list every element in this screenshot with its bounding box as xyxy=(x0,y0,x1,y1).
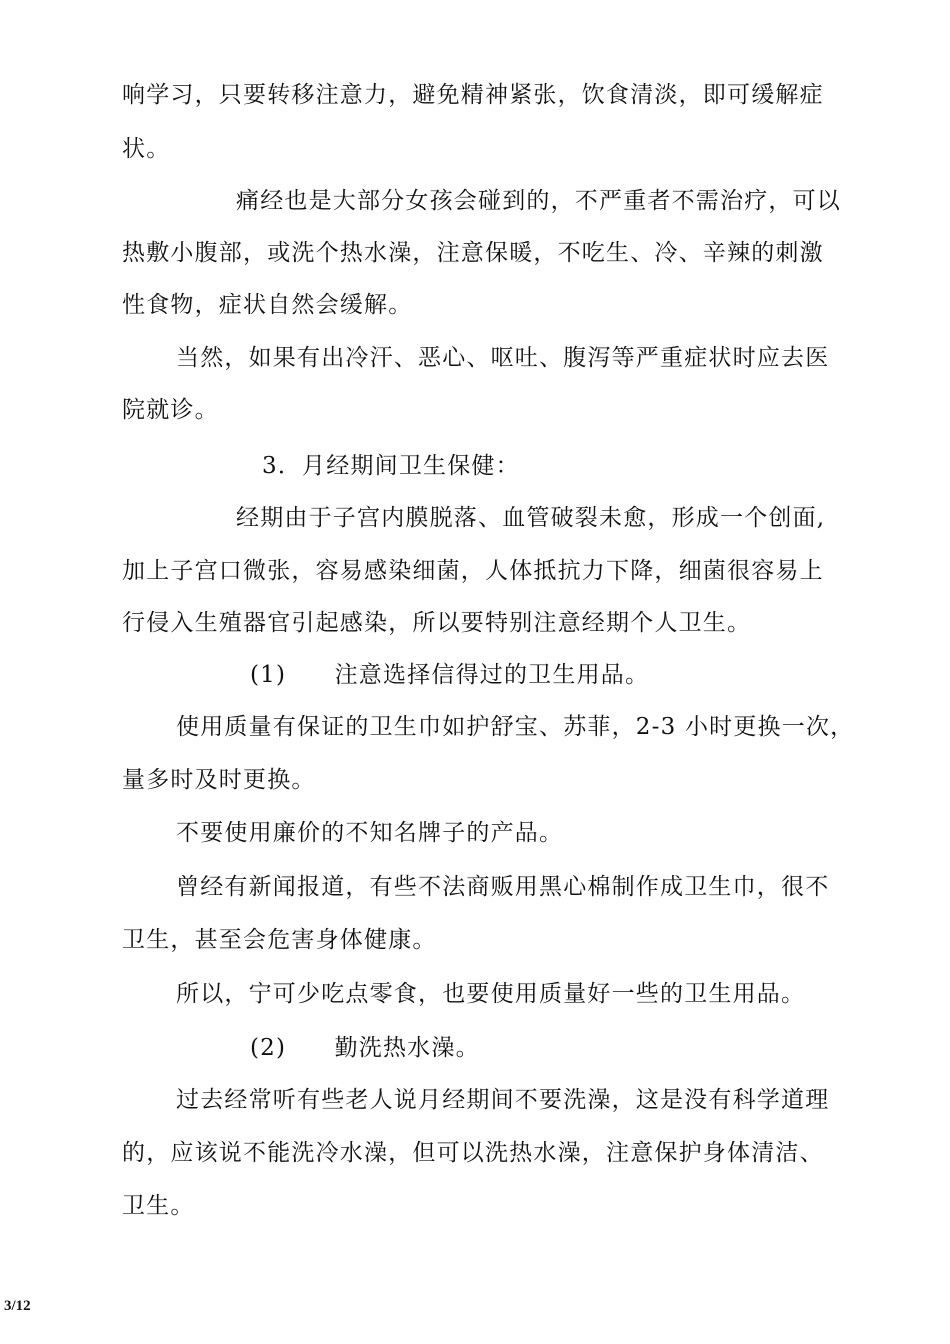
list-item-heading: (1) 注意选择信得过的卫生用品。 xyxy=(250,662,650,688)
text-line: 过去经常听有些老人说月经期间不要洗澡，这是没有科学道理 xyxy=(176,1087,830,1113)
text-line: 性食物，症状自然会缓解。 xyxy=(122,292,413,318)
text-line: 使用质量有保证的卫生巾如护舒宝、苏菲，2-3 小时更换一次， xyxy=(176,714,855,740)
text-line: 院就诊。 xyxy=(122,397,219,423)
text-line: 不要使用廉价的不知名牌子的产品。 xyxy=(176,820,564,846)
text-line: 的，应该说不能洗冷水澡，但可以洗热水澡，注意保护身体清洁、 xyxy=(122,1140,824,1166)
text-line: 响学习，只要转移注意力，避免精神紧张，饮食清淡，即可缓解症 xyxy=(122,82,824,108)
text-line: 量多时及时更换。 xyxy=(122,767,316,793)
text-line: 痛经也是大部分女孩会碰到的，不严重者不需治疗，可以 xyxy=(236,188,841,214)
text-line: 状。 xyxy=(122,136,171,162)
text-line: 经期由于子宫内膜脱落、血管破裂未愈，形成一个创面, xyxy=(236,505,826,531)
text-line: 曾经有新闻报道，有些不法商贩用黑心棉制作成卫生巾，很不 xyxy=(176,874,830,900)
text-line: 当然，如果有出冷汗、恶心、呕吐、腹泻等严重症状时应去医 xyxy=(176,345,830,371)
text-line: 所以，宁可少吃点零食，也要使用质量好一些的卫生用品。 xyxy=(176,981,806,1007)
page-number: 3/12 xyxy=(4,1298,31,1314)
text-line: 行侵入生殖器官引起感染，所以要特别注意经期个人卫生。 xyxy=(122,610,752,636)
list-item-heading: (2) 勤洗热水澡。 xyxy=(250,1035,480,1061)
text-line: 热敷小腹部，或洗个热水澡，注意保暖，不吃生、冷、辛辣的刺激 xyxy=(122,240,824,266)
section-heading: 3．月经期间卫生保健： xyxy=(262,453,520,479)
text-line: 加上子宫口微张，容易感染细菌，人体抵抗力下降，细菌很容易上 xyxy=(122,558,824,584)
text-line: 卫生。 xyxy=(122,1193,195,1219)
text-line: 卫生，甚至会危害身体健康。 xyxy=(122,927,437,953)
